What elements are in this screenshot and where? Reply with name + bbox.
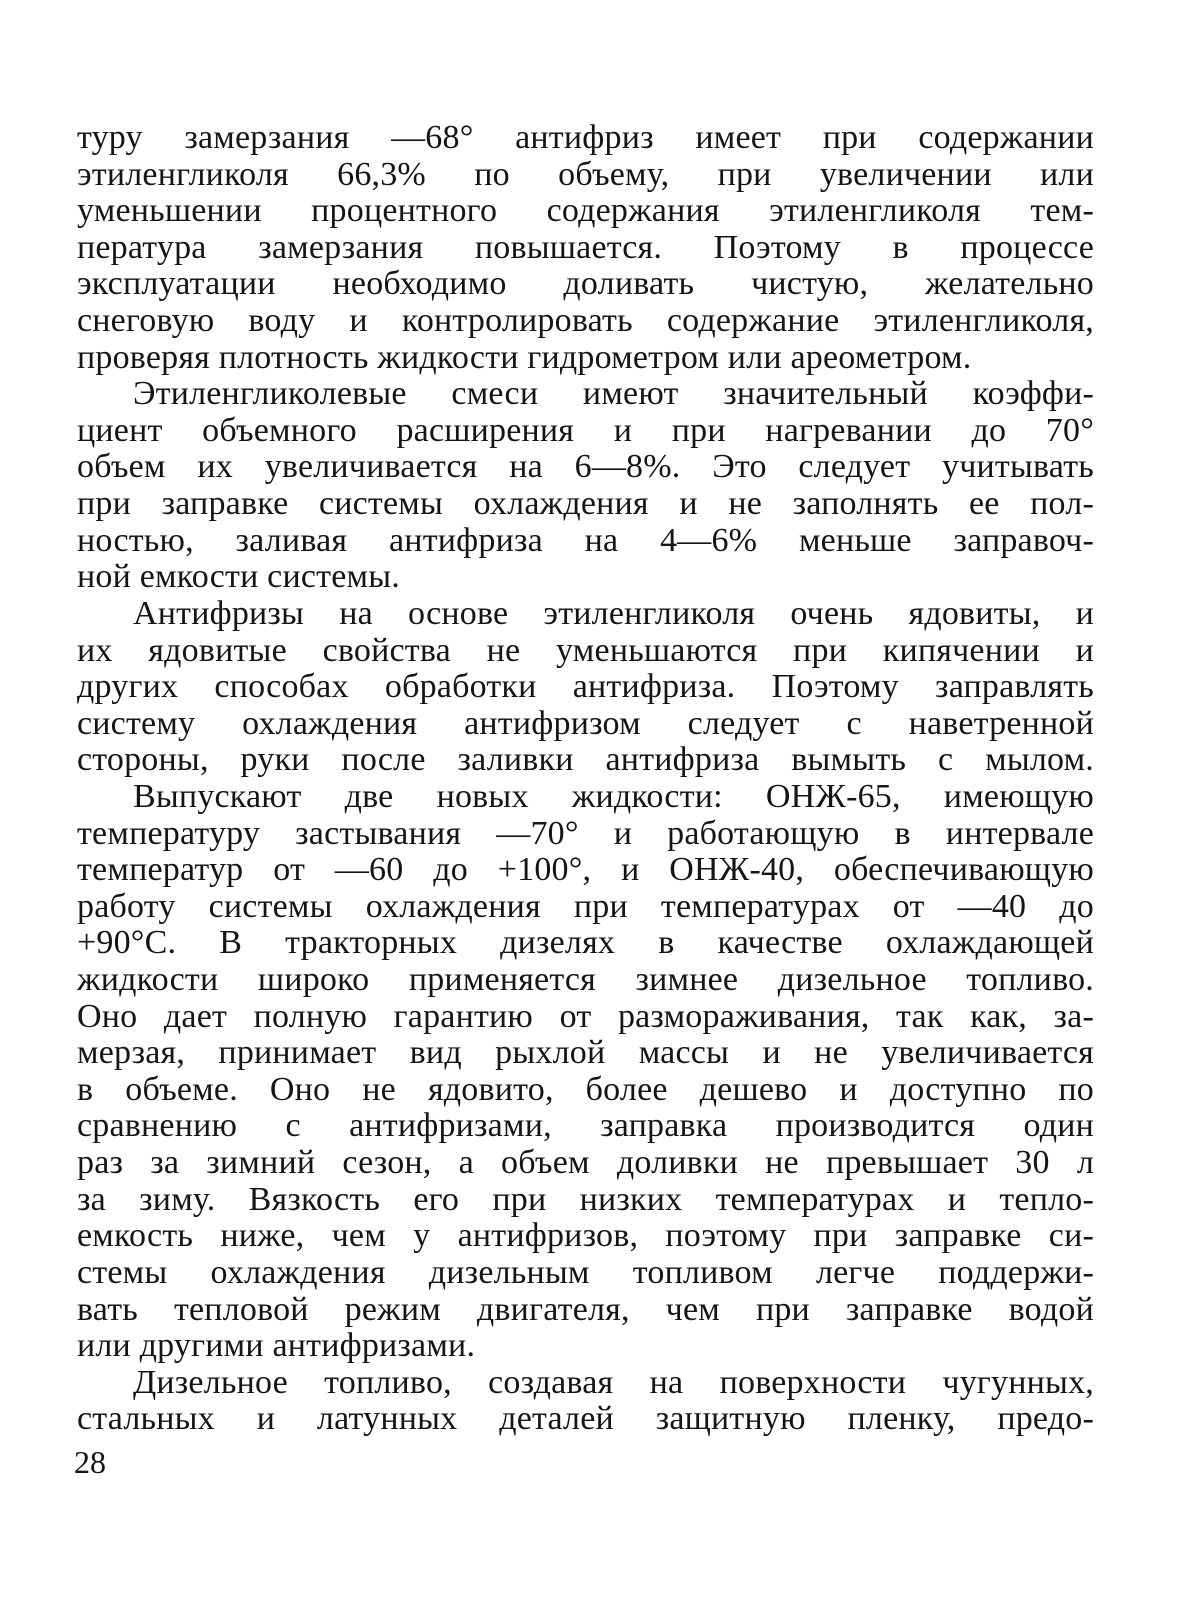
text-line: сравнению с антифризами, заправка производится один bbox=[77, 1107, 1094, 1145]
paragraph-start-line: Этиленгликолевые смеси имеют значительный коэффи- bbox=[133, 375, 1094, 413]
text-line: проверяя плотность жидкости гидрометром или ареометром. bbox=[77, 338, 972, 376]
text-line: стороны, руки после заливки антифриза вымыть с мылом. bbox=[77, 741, 1094, 779]
text-line: +90°С. В тракторных дизелях в качестве охлаждающей bbox=[77, 924, 1094, 962]
text-line: уменьшении процентного содержания этиленгликоля тем- bbox=[77, 192, 1094, 230]
text-line: эксплуатации необходимо доливать чистую, желательно bbox=[77, 265, 1094, 303]
paragraph-start-line: Выпускают две новых жидкости: ОНЖ-65, имеющую bbox=[133, 777, 1094, 815]
text-line: в объеме. Оно не ядовито, более дешево и доступно по bbox=[77, 1070, 1094, 1108]
text-line: стемы охлаждения дизельным топливом легче поддержи- bbox=[77, 1253, 1094, 1291]
text-line: объем их увеличивается на 6—8%. Это следует учитывать bbox=[77, 448, 1094, 486]
text-line: туру замерзания —68° антифриз имеет при содержании bbox=[77, 119, 1094, 156]
text-line: ностью, заливая антифриза на 4—6% меньше заправоч- bbox=[77, 521, 1094, 559]
text-line: циент объемного расширения и при нагревании до 70° bbox=[77, 411, 1094, 449]
text-line: ной емкости системы. bbox=[77, 558, 400, 596]
text-line: температуру застывания —70° и работающую в интервале bbox=[77, 814, 1094, 852]
text-line: раз за зимний сезон, а объем доливки не превышает 30 л bbox=[77, 1144, 1094, 1182]
paragraph-start-line: Дизельное топливо, создавая на поверхности чугунных, bbox=[133, 1363, 1094, 1401]
text-line: стальных и латунных деталей защитную пленку, предо- bbox=[77, 1400, 1094, 1438]
paragraph-start-line: Антифризы на основе этиленгликоля очень ядовиты, и bbox=[133, 594, 1094, 632]
text-line: их ядовитые свойства не уменьшаются при кипячении и bbox=[77, 631, 1094, 669]
text-line: снеговую воду и контролировать содержание этиленгликоля, bbox=[77, 302, 1094, 340]
text-line: мерзая, принимает вид рыхлой массы и не увеличивается bbox=[77, 1034, 1094, 1072]
body-text bbox=[77, 120, 1094, 1438]
text-line: температур от —60 до +100°, и ОНЖ-40, обеспечивающую bbox=[77, 851, 1094, 889]
text-line: других способах обработки антифриза. Поэтому заправлять bbox=[77, 668, 1094, 706]
text-line: Оно дает полную гарантию от размораживания, так как, за- bbox=[77, 997, 1094, 1035]
text-line: жидкости широко применяется зимнее дизельное топливо. bbox=[77, 961, 1094, 999]
text-line: вать тепловой режим двигателя, чем при заправке водой bbox=[77, 1290, 1094, 1328]
text-line: пература замерзания повышается. Поэтому в процессе bbox=[77, 228, 1094, 266]
text-line: этиленгликоля 66,3% по объему, при увеличении или bbox=[77, 155, 1094, 193]
text-line: работу системы охлаждения при температурах от —40 до bbox=[77, 887, 1094, 925]
text-line: емкость ниже, чем у антифризов, поэтому при заправке си- bbox=[77, 1217, 1094, 1255]
text-line: систему охлаждения антифризом следует с наветренной bbox=[77, 704, 1094, 742]
text-line: или другими антифризами. bbox=[77, 1327, 476, 1365]
text-line: при заправке системы охлаждения и не заполнять ее пол- bbox=[77, 485, 1094, 523]
page-number: 28 bbox=[74, 1444, 106, 1480]
text-line: за зиму. Вязкость его при низких температурах и тепло- bbox=[77, 1180, 1094, 1218]
